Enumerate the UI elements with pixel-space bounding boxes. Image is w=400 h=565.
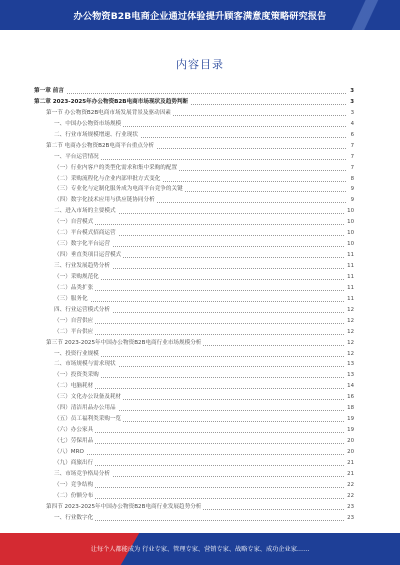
toc-entry-page: 3 <box>348 97 354 108</box>
toc-leader-dots <box>54 290 346 291</box>
toc-entry-label: 一、平台运营情况 <box>54 152 101 163</box>
toc-entry-page: 19 <box>345 425 354 436</box>
toc-entry-label: （一）自营供应 <box>54 316 95 327</box>
toc-entry-label: （二）平台模式招商运营 <box>54 228 118 239</box>
toc-entry-page: 3 <box>348 86 354 97</box>
toc-entry[interactable] <box>34 370 354 381</box>
toc-entry[interactable] <box>34 338 354 349</box>
toc-entry[interactable] <box>34 108 354 119</box>
toc-entry[interactable] <box>34 447 354 458</box>
toc-entry-page: 7 <box>349 152 354 163</box>
toc-entry-page: 11 <box>345 283 354 294</box>
toc-entry[interactable] <box>34 349 354 360</box>
toc-entry-page: 11 <box>345 272 354 283</box>
toc-entry-page: 21 <box>345 469 354 480</box>
toc-entry[interactable] <box>34 502 354 513</box>
toc-heading: 内容目录 <box>176 58 224 71</box>
toc-entry-label: 一、行业数字化 <box>54 513 95 524</box>
toc-entry-page: 21 <box>345 458 354 469</box>
footer-bar <box>0 533 400 565</box>
toc-entry-label: 四、行业运营模式分析 <box>54 305 112 316</box>
toc-entry-label: （九）商旅出行 <box>54 458 95 469</box>
toc-entry-page: 11 <box>345 294 354 305</box>
toc-entry-label: （一）自营模式 <box>54 217 95 228</box>
toc-entry-page: 10 <box>345 217 354 228</box>
toc-entry-page: 12 <box>345 338 354 349</box>
toc-entry-page: 13 <box>345 359 354 370</box>
toc-leader-dots <box>54 432 346 433</box>
toc-entry-page: 13 <box>345 370 354 381</box>
toc-entry-label: 二、进入市场的主要模式 <box>54 206 118 217</box>
toc-entry-label: 第一章 前言 <box>34 86 66 97</box>
table-of-contents <box>34 86 354 524</box>
toc-entry[interactable] <box>34 86 354 97</box>
toc-entry-label: （五）员工福利类采购一览 <box>54 414 123 425</box>
toc-entry-page: 22 <box>345 491 354 502</box>
toc-entry-label: （二）采购流程化与企业内部审批方式变化 <box>54 174 162 185</box>
toc-entry-page: 20 <box>345 447 354 458</box>
toc-entry-page: 12 <box>345 327 354 338</box>
header-bar <box>0 0 400 30</box>
toc-entry-label: （三）文化办公设备及耗材 <box>54 392 123 403</box>
toc-entry[interactable] <box>34 381 354 392</box>
toc-entry-label: （二）电脑耗材 <box>54 381 95 392</box>
toc-entry-page: 10 <box>345 206 354 217</box>
toc-entry-page: 6 <box>349 130 354 141</box>
toc-entry-label: 三、行业发展趋势分析 <box>54 261 112 272</box>
toc-leader-dots <box>54 465 346 466</box>
toc-entry-label: （三）专业化与定制化服务成为电商平台竞争的关键 <box>54 184 185 195</box>
toc-entry-label: （六）办公家具 <box>54 425 95 436</box>
toc-entry-page: 9 <box>349 195 354 206</box>
toc-entry-label: 二、市场规模与需求现状 <box>54 359 118 370</box>
toc-entry-page: 12 <box>345 349 354 360</box>
toc-entry-label: （四）清洁用品办公用品 <box>54 403 118 414</box>
toc-leader-dots <box>54 334 346 335</box>
toc-entry-page: 11 <box>345 261 354 272</box>
toc-entry-label: 第一节 办公物资B2B电商市场发展背景及驱动因素 <box>46 108 173 119</box>
toc-entry[interactable] <box>34 119 354 130</box>
toc-entry[interactable] <box>34 469 354 480</box>
toc-entry[interactable] <box>34 206 354 217</box>
toc-entry-page: 7 <box>349 141 354 152</box>
report-title: 办公物资B2B电商企业通过体验提升顾客满意度策略研究报告 <box>73 11 327 22</box>
toc-entry[interactable] <box>34 163 354 174</box>
toc-entry-page: 9 <box>349 184 354 195</box>
toc-leader-dots <box>54 323 346 324</box>
toc-entry[interactable] <box>34 458 354 469</box>
toc-entry-page: 11 <box>345 250 354 261</box>
toc-leader-dots <box>54 487 346 488</box>
toc-entry[interactable] <box>34 239 354 250</box>
toc-entry-page: 3 <box>349 108 354 119</box>
toc-entry[interactable] <box>34 513 354 524</box>
toc-entry[interactable] <box>34 425 354 436</box>
toc-entry-label: 二、行业市场规模增速、行业现状 <box>54 130 140 141</box>
toc-entry[interactable] <box>34 403 354 414</box>
toc-entry-label: 一、中国办公物资市场规模 <box>54 119 123 130</box>
toc-entry[interactable] <box>34 261 354 272</box>
toc-leader-dots <box>54 443 346 444</box>
toc-entry-page: 12 <box>345 316 354 327</box>
toc-entry-page: 12 <box>345 305 354 316</box>
toc-entry[interactable] <box>34 97 354 108</box>
toc-entry[interactable] <box>34 174 354 185</box>
toc-entry[interactable] <box>34 250 354 261</box>
toc-entry[interactable] <box>34 316 354 327</box>
toc-entry-label: （一）竞争结构 <box>54 480 95 491</box>
toc-entry-label: （一）采购规范化 <box>54 272 101 283</box>
toc-entry[interactable] <box>34 152 354 163</box>
toc-entry-page: 18 <box>345 403 354 414</box>
toc-entry[interactable] <box>34 217 354 228</box>
toc-entry[interactable] <box>34 392 354 403</box>
toc-leader-dots <box>54 454 346 455</box>
toc-entry[interactable] <box>34 184 354 195</box>
toc-leader-dots <box>34 93 346 94</box>
toc-entry-page: 10 <box>345 239 354 250</box>
toc-leader-dots <box>54 224 346 225</box>
toc-entry[interactable] <box>34 294 354 305</box>
toc-entry[interactable] <box>34 130 354 141</box>
toc-entry-page: 7 <box>349 163 354 174</box>
toc-entry-label: 第二节 电商办公物资B2B电商平台重点分析 <box>46 141 156 152</box>
toc-entry-label: （二）品类扩张 <box>54 283 95 294</box>
toc-entry-label: （三）服务化 <box>54 294 90 305</box>
toc-entry-label: （三）数字化平台运营 <box>54 239 112 250</box>
toc-entry[interactable] <box>34 305 354 316</box>
toc-entry-label: （四）数字化技术应用与供应链协同分析 <box>54 195 157 206</box>
toc-entry-label: （二）平台供应 <box>54 327 95 338</box>
toc-entry-page: 23 <box>345 502 354 513</box>
toc-entry-page: 4 <box>349 119 354 130</box>
toc-entry-label: （八）MRO <box>54 447 86 458</box>
toc-entry-label: 三、市场竞争格局分析 <box>54 469 112 480</box>
toc-entry[interactable] <box>34 141 354 152</box>
toc-entry-label: 第四节 2023-2025年中国办公物资B2B电商行业发展趋势分析 <box>46 502 203 513</box>
toc-entry[interactable] <box>34 228 354 239</box>
footer-slogan: 让每个人都能成为 行业专家、管理专家、营销专家、战略专家、成功企业家…… <box>90 546 310 553</box>
toc-entry[interactable] <box>34 480 354 491</box>
toc-entry[interactable] <box>34 436 354 447</box>
toc-entry-label: （七）劳保用品 <box>54 436 95 447</box>
toc-entry[interactable] <box>34 195 354 206</box>
toc-leader-dots <box>54 301 346 302</box>
toc-entry[interactable] <box>34 283 354 294</box>
toc-entry-page: 8 <box>349 174 354 185</box>
toc-entry[interactable] <box>34 359 354 370</box>
toc-entry-page: 22 <box>345 480 354 491</box>
toc-entry[interactable] <box>34 327 354 338</box>
toc-entry-label: （一）投资类采购 <box>54 370 101 381</box>
toc-entry-label: （一）行业内客户的类型化需求和集中采购的配置 <box>54 163 179 174</box>
toc-entry-page: 14 <box>345 381 354 392</box>
toc-leader-dots <box>54 520 346 521</box>
toc-entry-page: 20 <box>345 436 354 447</box>
toc-entry-page: 10 <box>345 228 354 239</box>
toc-entry[interactable] <box>34 414 354 425</box>
toc-entry-label: 第二章 2023-2025年办公物资B2B电商市场现状及趋势判断 <box>34 97 190 108</box>
toc-entry-label: 第三节 2023-2025年中国办公物资B2B电商行业市场规模分析 <box>46 338 203 349</box>
toc-entry[interactable] <box>34 272 354 283</box>
toc-entry-label: （二）份额分布 <box>54 491 95 502</box>
toc-entry-label: 一、投资行业规模 <box>54 349 101 360</box>
toc-entry-page: 23 <box>345 513 354 524</box>
toc-entry-page: 16 <box>345 392 354 403</box>
toc-entry-page: 19 <box>345 414 354 425</box>
toc-leader-dots <box>54 498 346 499</box>
toc-leader-dots <box>54 388 346 389</box>
toc-entry-label: （四）垂直类项目运营模式 <box>54 250 123 261</box>
toc-entry[interactable] <box>34 491 354 502</box>
